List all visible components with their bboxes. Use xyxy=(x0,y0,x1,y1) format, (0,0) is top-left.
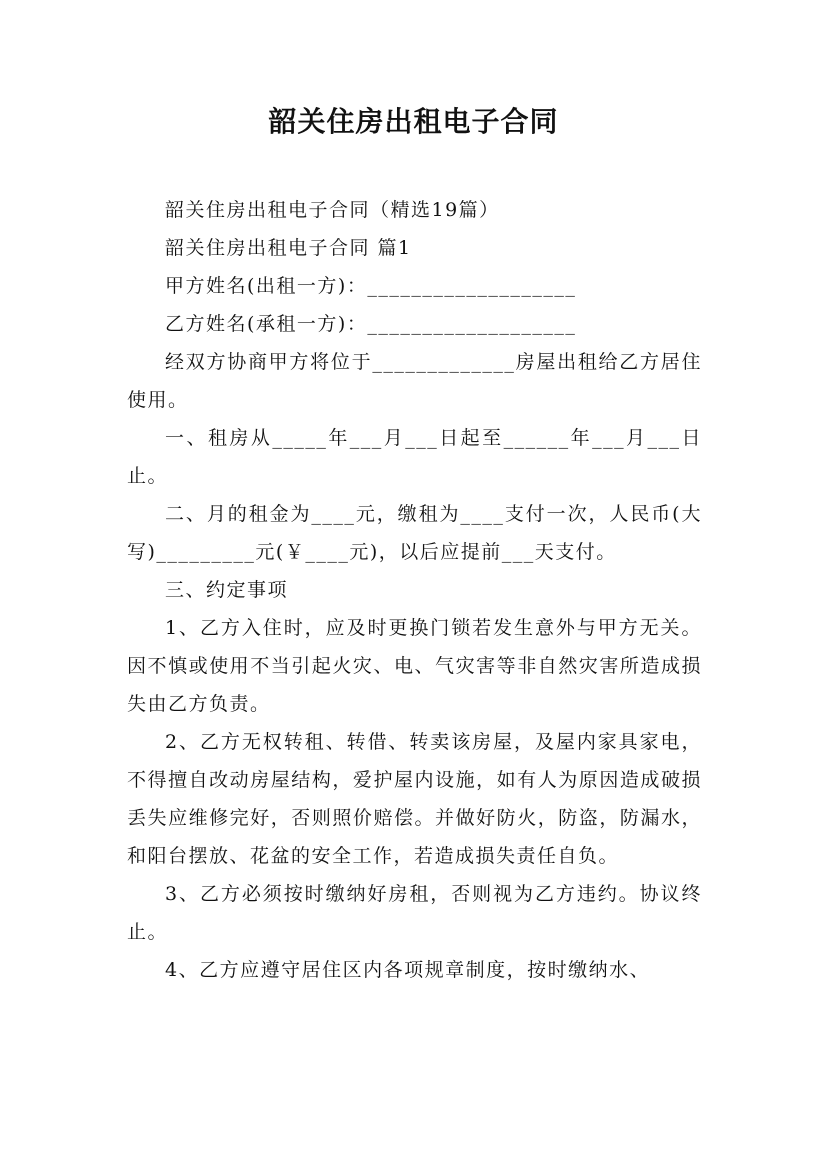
paragraph-item-2: 2、乙方无权转租、转借、转卖该房屋，及屋内家具家电，不得擅自改动房屋结构，爱护屋内设施，如有人为原因造成破损丢失应维修完好，否则照价赔偿。并做好防火，防盗，防漏水，和阳台摆放、花盆的安全工作，若造成损失责任自负。 xyxy=(127,731,702,867)
document-title: 韶关住房出租电子合同 xyxy=(268,105,559,138)
paragraph-term: 一、租房从_____年___月___日起至______年___月___日止。 xyxy=(127,427,702,487)
paragraph-party-a: 甲方姓名(出租一方)：___________________ xyxy=(165,275,577,297)
paragraph-section-heading: 韶关住房出租电子合同 篇1 xyxy=(165,237,412,259)
paragraph-agreed-items: 三、约定事项 xyxy=(165,579,289,601)
paragraph-item-3: 3、乙方必须按时缴纳好房租，否则视为乙方违约。协议终止。 xyxy=(127,883,702,943)
paragraph-location: 经双方协商甲方将位于_____________房屋出租给乙方居住使用。 xyxy=(127,351,702,411)
document-body xyxy=(127,191,702,989)
paragraph-party-b: 乙方姓名(承租一方)：___________________ xyxy=(165,313,577,335)
paragraph-item-4: 4、乙方应遵守居住区内各项规章制度，按时缴纳水、 xyxy=(165,959,651,981)
paragraph-rent: 二、月的租金为____元，缴租为____支付一次，人民币(大写)_________元(￥____元)，以后应提前___天支付。 xyxy=(127,503,702,563)
paragraph-subtitle: 韶关住房出租电子合同（精选19篇） xyxy=(165,199,500,221)
paragraph-item-1: 1、乙方入住时，应及时更换门锁若发生意外与甲方无关。因不慎或使用不当引起火灾、电、气灾害等非自然灾害所造成损失由乙方负责。 xyxy=(127,617,702,715)
